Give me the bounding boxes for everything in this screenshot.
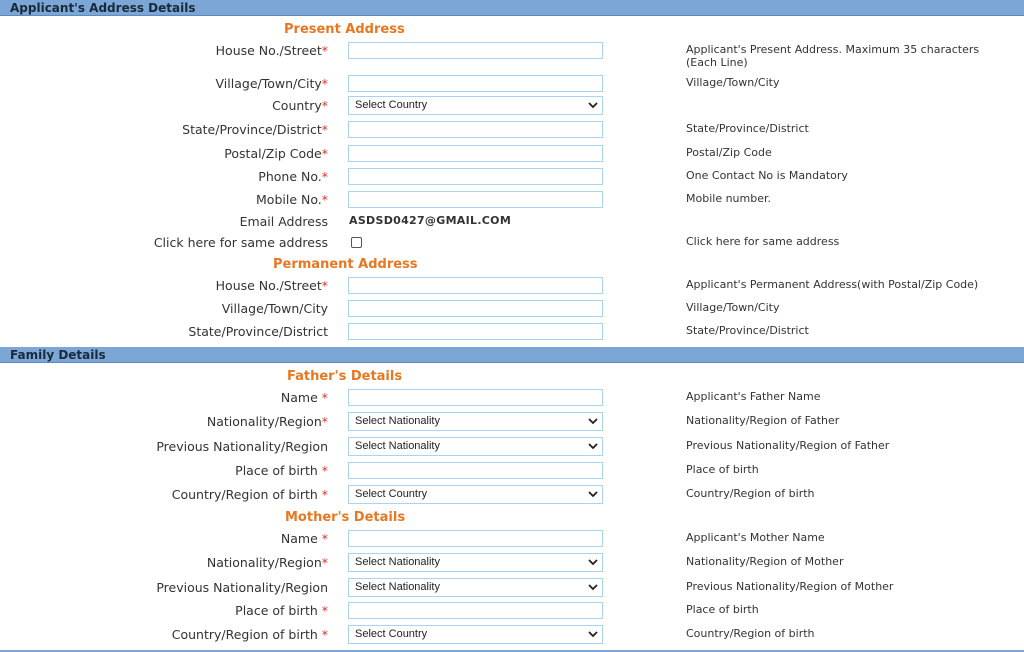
mother-label — [172, 625, 328, 645]
mother-label — [156, 578, 328, 598]
present-address-row — [0, 96, 1024, 116]
label-text: Village/Town/City — [215, 76, 322, 91]
label-text: Nationality/Region — [206, 555, 322, 570]
chevron-down-icon — [588, 558, 598, 566]
present-address-row — [0, 41, 1024, 69]
required-asterisk: * — [321, 146, 328, 161]
permanent-address-row — [0, 322, 1024, 342]
required-asterisk: * — [321, 555, 328, 570]
father-input[interactable] — [348, 462, 603, 479]
required-asterisk: * — [321, 43, 328, 58]
permanent-address-label — [188, 322, 328, 342]
required-asterisk: * — [321, 487, 328, 502]
mother-select[interactable] — [348, 625, 603, 644]
mother-label — [281, 529, 328, 549]
label-text: Postal/Zip Code — [224, 146, 322, 161]
select-value: Select Nationality — [355, 440, 440, 452]
label-text: State/Province/District — [182, 122, 322, 137]
email-label: Email Address — [239, 214, 328, 229]
select-value: Select Nationality — [355, 581, 440, 593]
required-asterisk: * — [321, 192, 328, 207]
required-asterisk: * — [321, 98, 328, 113]
present-address-hint: Applicant's Present Address. Maximum 35 characters (Each Line) — [686, 43, 980, 69]
permanent-address-input[interactable] — [348, 277, 603, 294]
father-details-heading: Father's Details — [287, 369, 403, 384]
same-address-hint: Click here for same address — [686, 235, 840, 248]
mother-label — [207, 553, 328, 573]
present-address-input[interactable] — [348, 191, 603, 208]
father-hint: Nationality/Region of Father — [686, 414, 840, 427]
mother-details-heading: Mother's Details — [285, 510, 406, 525]
select-value: Select Country — [355, 99, 428, 111]
label-text: Village/Town/City — [221, 301, 328, 316]
present-address-label — [224, 144, 328, 164]
mother-select[interactable] — [348, 553, 603, 572]
father-hint: Place of birth — [686, 463, 759, 476]
label-text: Previous Nationality/Region — [156, 439, 328, 454]
present-address-label — [256, 190, 328, 210]
same-address-row — [0, 233, 1024, 253]
present-address-row — [0, 167, 1024, 187]
present-address-label — [258, 167, 328, 187]
present-address-input[interactable] — [348, 75, 603, 92]
label-text: Previous Nationality/Region — [156, 580, 328, 595]
permanent-address-hint: Applicant's Permanent Address(with Postal/Zip Code) — [686, 278, 979, 291]
mother-select[interactable] — [348, 578, 603, 597]
label-text: Nationality/Region — [206, 414, 322, 429]
father-select[interactable] — [348, 485, 603, 504]
select-value: Select Country — [355, 488, 428, 500]
present-address-label — [216, 41, 328, 61]
chevron-down-icon — [588, 442, 598, 450]
required-asterisk: * — [321, 603, 328, 618]
permanent-address-row — [0, 276, 1024, 296]
father-row — [0, 461, 1024, 481]
label-text: Phone No. — [258, 169, 322, 184]
mother-row — [0, 625, 1024, 645]
father-label — [156, 437, 328, 457]
required-asterisk: * — [321, 531, 328, 546]
permanent-address-input[interactable] — [348, 300, 603, 317]
label-text: Country — [272, 98, 322, 113]
father-row — [0, 412, 1024, 432]
present-address-hint: Village/Town/City — [686, 76, 780, 89]
present-address-hint: Postal/Zip Code — [686, 146, 772, 159]
label-text: Country/Region of birth — [171, 487, 322, 502]
father-hint: Previous Nationality/Region of Father — [686, 439, 890, 452]
address-section-header — [0, 0, 1024, 16]
father-select[interactable] — [348, 412, 603, 431]
chevron-down-icon — [588, 101, 598, 109]
label-text: Name — [280, 390, 322, 405]
present-address-hint: State/Province/District — [686, 122, 809, 135]
chevron-down-icon — [588, 630, 598, 638]
label-text: Place of birth — [235, 463, 322, 478]
father-row — [0, 437, 1024, 457]
family-section-header — [0, 347, 1024, 363]
mother-hint: Previous Nationality/Region of Mother — [686, 580, 894, 593]
present-address-input[interactable] — [348, 121, 603, 138]
present-address-row — [0, 144, 1024, 164]
label-text: State/Province/District — [188, 324, 328, 339]
present-address-row — [0, 74, 1024, 94]
present-address-label — [272, 96, 328, 116]
present-address-hint: Mobile number. — [686, 192, 771, 205]
required-asterisk: * — [321, 463, 328, 478]
mother-row — [0, 578, 1024, 598]
required-asterisk: * — [321, 278, 328, 293]
label-text: House No./Street — [215, 278, 322, 293]
mother-hint: Applicant's Mother Name — [686, 531, 825, 544]
permanent-address-label — [222, 299, 328, 319]
required-asterisk: * — [321, 390, 328, 405]
mother-hint: Country/Region of birth — [686, 627, 815, 640]
permanent-address-hint: State/Province/District — [686, 324, 809, 337]
email-value: ASDSD0427@GMAIL.COM — [349, 214, 512, 227]
family-section-title: Family Details — [10, 348, 106, 362]
email-row — [0, 212, 1024, 232]
mother-input[interactable] — [348, 602, 603, 619]
present-address-row — [0, 120, 1024, 140]
father-row — [0, 388, 1024, 408]
permanent-address-hint: Village/Town/City — [686, 301, 780, 314]
permanent-address-heading: Permanent Address — [273, 257, 418, 272]
required-asterisk: * — [321, 627, 328, 642]
mother-input[interactable] — [348, 530, 603, 547]
select-value: Select Nationality — [355, 415, 440, 427]
chevron-down-icon — [588, 583, 598, 591]
required-asterisk: * — [321, 169, 328, 184]
select-value: Select Country — [355, 628, 428, 640]
mother-row — [0, 553, 1024, 573]
present-address-input[interactable] — [348, 145, 603, 162]
mother-hint: Place of birth — [686, 603, 759, 616]
father-select[interactable] — [348, 437, 603, 456]
father-row — [0, 485, 1024, 505]
chevron-down-icon — [588, 417, 598, 425]
father-label — [207, 412, 328, 432]
required-asterisk: * — [321, 414, 328, 429]
present-address-hint: One Contact No is Mandatory — [686, 169, 848, 182]
present-address-select[interactable] — [348, 96, 603, 115]
mother-hint: Nationality/Region of Mother — [686, 555, 844, 568]
select-value: Select Nationality — [355, 556, 440, 568]
same-address-checkbox[interactable] — [351, 237, 362, 248]
address-section-title: Applicant's Address Details — [10, 1, 196, 15]
permanent-address-input[interactable] — [348, 323, 603, 340]
present-address-input[interactable] — [348, 42, 603, 59]
present-address-row — [0, 190, 1024, 210]
father-label — [281, 388, 328, 408]
required-asterisk: * — [321, 122, 328, 137]
mother-row — [0, 601, 1024, 621]
label-text: Mobile No. — [256, 192, 322, 207]
mother-row — [0, 529, 1024, 549]
father-hint: Applicant's Father Name — [686, 390, 821, 403]
chevron-down-icon — [588, 490, 598, 498]
label-text: Place of birth — [235, 603, 322, 618]
required-asterisk: * — [321, 76, 328, 91]
present-address-input[interactable] — [348, 168, 603, 185]
permanent-address-label — [216, 276, 328, 296]
father-hint: Country/Region of birth — [686, 487, 815, 500]
father-label — [172, 485, 328, 505]
father-input[interactable] — [348, 389, 603, 406]
present-address-label — [216, 74, 328, 94]
mother-label — [235, 601, 328, 621]
same-address-label: Click here for same address — [153, 235, 328, 250]
label-text: House No./Street — [215, 43, 322, 58]
father-label — [235, 461, 328, 481]
permanent-address-row — [0, 299, 1024, 319]
present-address-heading: Present Address — [284, 22, 405, 37]
label-text: Country/Region of birth — [171, 627, 322, 642]
present-address-label — [182, 120, 328, 140]
label-text: Name — [280, 531, 322, 546]
